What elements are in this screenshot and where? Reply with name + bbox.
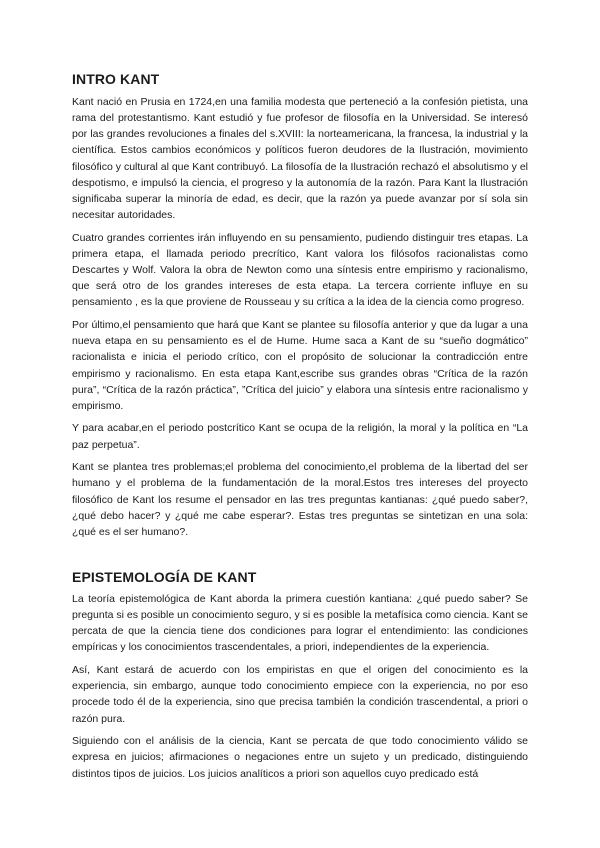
section-heading-intro: INTRO KANT — [72, 71, 160, 87]
paragraph: Por último,el pensamiento que hará que Kant se plantee su filosofía anterior y que da lugar a una nueva etapa en su pensamiento es el de Hume. Hume saca a Kant de su “sueño dogmático” racionalista e inicia el periodo crítico, con el propósito de solucionar la contradicción entre empirismo y racionalismo. En esta etapa Kant,escribe sus grandes obras “Crítica de la razón pura”, “Crítica de la razón práctica”, ”Crítica del juicio” y elabora una síntesis entre racionalismo y empirismo. — [72, 319, 528, 412]
paragraph: Y para acabar,en el periodo postcrítico Kant se ocupa de la religión, la moral y la política en “La paz perpetua”. — [72, 422, 528, 451]
paragraph: Kant nació en Prusia en 1724,en una familia modesta que perteneció a la confesión pietista, una rama del protestantismo. Kant estudió y fue profesor de filosofía en la Universidad. Se interesó por las grandes revoluciones a finales del s.XVIII: la norteamericana, la francesa, la industrial y la científica. Estos cambios económicos y políticos fueron deudores de la Ilustración, movimiento filosófico y cultural al que Kant contribuyó. La filosofía de la Ilustración rechazó el absolutismo y el despotismo, e impulsó la ciencia, el progreso y la autonomía de la razón. Para Kant la Ilustración significaba superar la minoría de edad, es decir, que la razón ya puede avanzar por sí sola sin necesitar autoridades. — [72, 96, 528, 222]
paragraph: La teoría epistemológica de Kant aborda la primera cuestión kantiana: ¿qué puedo saber? Se pregunta si es posible un conocimiento seguro, y si es posible la metafísica como ciencia. Kant se percata de que la ciencia tiene dos condiciones para lograr el entendimiento: las condiciones empíricas y los conocimientos trascendentales, a priori, independientes de la experiencia. — [72, 593, 528, 654]
section-body-epistemologia — [72, 591, 528, 788]
paragraph: Cuatro grandes corrientes irán influyendo en su pensamiento, pudiendo distinguir tres etapas. La primera etapa, el llamada periodo precrítico, Kant valora los filósofos racionalistas como Descartes y Wolf. Valora la obra de Newton como una síntesis entre empirismo y racionalismo, que será otro de los grandes intereses de esta etapa. La tercera corriente influye en su pensamiento , es la que proviene de Rousseau y su crítica a la idea de la ciencia como progreso. — [72, 231, 528, 309]
document-page — [72, 0, 528, 848]
paragraph: Kant se plantea tres problemas;el problema del conocimiento,el problema de la libertad del ser humano y el problema de la fundamentación de la moral.Estos tres intereses del proyecto filosófico de Kant los resume el pensador en las tres preguntas kantianas: ¿qué puedo saber?,¿qué debo hacer? y ¿qué me cabe esperar?. Estas tres preguntas se sintetizan en una sola: ¿qué es el ser humano?. — [72, 461, 528, 538]
section-body-intro — [72, 94, 528, 547]
paragraph: Así, Kant estará de acuerdo con los empiristas en que el origen del conocimiento es la experiencia, sin embargo, aunque todo conocimiento empiece con la experiencia, no por eso procede todo él de la experiencia, sino que precisa también la condición trascendental, a priori o razón pura. — [72, 664, 528, 725]
section-heading-epistemologia: EPISTEMOLOGÍA DE KANT — [72, 569, 257, 585]
paragraph: Siguiendo con el análisis de la ciencia, Kant se percata de que todo conocimiento válido se expresa en juicios; afirmaciones o negaciones entre un sujeto y un predicado, distinguiendo distintos tipos de juicios. Los juicios analíticos a priori son aquellos cuyo predicado está — [72, 735, 528, 780]
